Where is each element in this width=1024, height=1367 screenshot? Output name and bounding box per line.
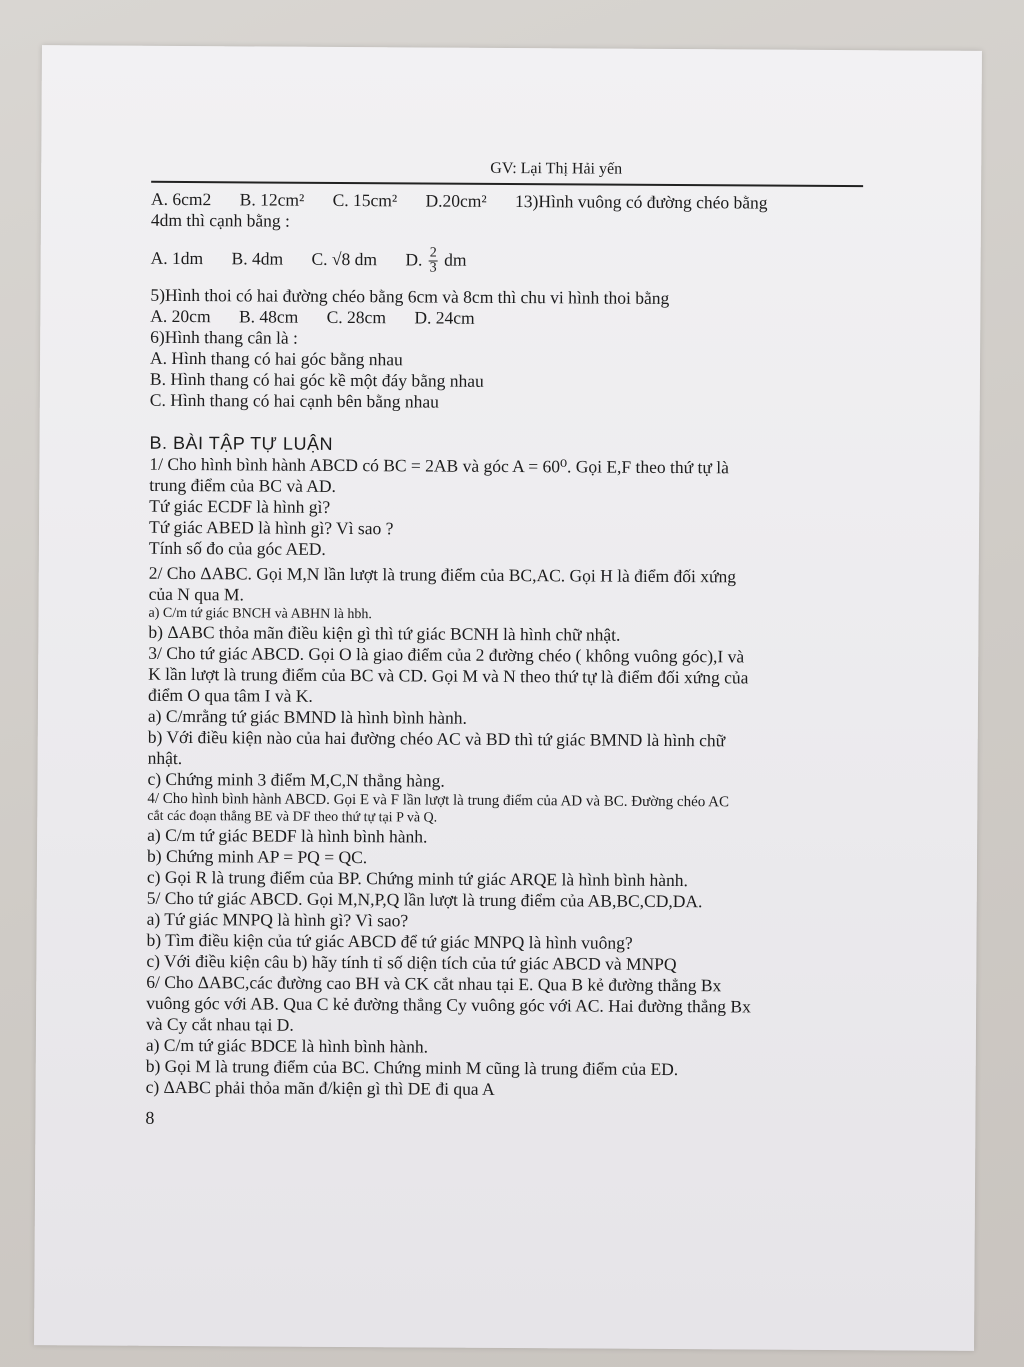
section-b-line: trung điểm của BC và AD. xyxy=(149,474,336,496)
q6-text: 6)Hình thang cân là : xyxy=(150,326,298,348)
q13-text-cont: 4dm thì cạnh bằng : xyxy=(150,209,290,231)
section-b-line: c) Với điều kiện câu b) hãy tính tỉ số diện tích của tứ giác ABCD và MNPQ xyxy=(146,950,677,975)
section-b-line: 3/ Cho tứ giác ABCD. Gọi O là giao điểm của 2 đường chéo ( không vuông góc),I và xyxy=(148,642,745,667)
q5-option-b: B. 48cm xyxy=(238,306,299,327)
page-header: GV: Lại Thị Hải yến xyxy=(490,159,623,178)
q6-option-b: B. Hình thang có hai góc kề một đáy bằng nhau xyxy=(149,368,484,391)
q5-option-c: C. 28cm xyxy=(326,306,387,328)
section-b-line: b) Tìm điều kiện của tứ giác ABCD để tứ giác MNPQ là hình vuông? xyxy=(146,929,633,953)
section-b-line: a) C/m tứ giác BNCH và ABHN là hbh. xyxy=(148,605,372,623)
q13-text: 13)Hình vuông có đường chéo bằng xyxy=(515,191,768,213)
option-a: A. 6cm2 xyxy=(150,188,212,210)
option-c: C. 15cm² xyxy=(332,189,398,211)
section-b-line: của N qua M. xyxy=(148,583,244,605)
fraction-denominator: 3 xyxy=(429,260,437,277)
q13-options xyxy=(151,241,871,279)
section-b-line: vuông góc với AB. Qua C kẻ đường thẳng Cy vuông góc với AC. Hai đường thẳng Bx xyxy=(146,992,751,1017)
q5-option-d: D. 24cm xyxy=(414,307,475,328)
q13-option-d-unit: dm xyxy=(444,249,467,270)
section-b-line: b) Với điều kiện nào của hai đường chéo AC và BD thì tứ giác BMND là hình chữ xyxy=(147,726,726,751)
q6-option-c: C. Hình thang có hai cạnh bên bằng nhau xyxy=(149,389,440,412)
section-b-line: K lần lượt là trung điểm của BC và CD. Gọi M và N theo thứ tự là điểm đối xứng của xyxy=(148,663,749,688)
section-b-line: a) Tứ giác MNPQ là hình gì? Vì sao? xyxy=(146,908,409,931)
q6-option-a: A. Hình thang có hai góc bằng nhau xyxy=(150,347,403,370)
fraction-numerator: 2 xyxy=(429,245,437,262)
section-b-line: 1/ Cho hình bình hành ABCD có BC = 2AB và góc A = 60⁰. Gọi E,F theo thứ tự là xyxy=(149,453,729,478)
section-b-line: a) C/m tứ giác BEDF là hình bình hành. xyxy=(147,824,428,847)
document-content xyxy=(145,156,871,1133)
section-b-line: cắt các đoạn thẳng BE và DF theo thứ tự tại P và Q. xyxy=(147,808,438,826)
section-b-line: 6/ Cho ΔABC,các đường cao BH và CK cắt nhau tại E. Qua B kẻ đường thẳng Bx xyxy=(146,971,722,996)
section-b-line: Tứ giác ECDF là hình gì? xyxy=(149,495,331,517)
fraction xyxy=(429,247,438,276)
paper-sheet xyxy=(34,45,982,1351)
option-b: B. 12cm² xyxy=(239,189,305,210)
section-b-line: b) Gọi M là trung điểm của BC. Chứng minh M cũng là trung điểm của ED. xyxy=(145,1055,679,1080)
section-b-line: 5/ Cho tứ giác ABCD. Gọi M,N,P,Q lần lượt là trung điểm của AB,BC,CD,DA. xyxy=(146,887,703,912)
section-b-line: 2/ Cho ΔABC. Gọi M,N lần lượt là trung điểm của BC,AC. Gọi H là điểm đối xứng xyxy=(148,562,737,587)
section-b-line: Tứ giác ABED là hình gì? Vì sao ? xyxy=(148,516,394,539)
section-b-line: Tính số đo của góc AED. xyxy=(148,537,326,559)
section-b-line: b) ΔABC thỏa mãn điều kiện gì thì tứ giác BCNH là hình chữ nhật. xyxy=(148,621,621,645)
section-b-body xyxy=(146,454,870,1102)
q13-option-b: B. 4dm xyxy=(231,248,284,269)
section-b-line: c) ΔABC phải thỏa mãn đ/kiện gì thì DE đi qua A xyxy=(145,1076,495,1099)
page-number: 8 xyxy=(145,1107,155,1128)
header-rule xyxy=(151,181,863,187)
q5-option-a: A. 20cm xyxy=(150,305,211,327)
section-b-line: c) Chứng minh 3 điểm M,C,N thẳng hàng. xyxy=(147,768,445,791)
section-b-line: b) Chứng minh AP = PQ = QC. xyxy=(146,845,368,868)
section-b-line: a) C/m tứ giác BDCE là hình bình hành. xyxy=(145,1034,429,1057)
section-b-title: B. BÀI TẬP TỰ LUẬN xyxy=(149,432,334,454)
section-b-line: c) Gọi R là trung điểm của BP. Chứng minh tứ giác ARQE là hình bình hành. xyxy=(146,866,688,891)
q13-option-d-prefix: D. xyxy=(405,249,423,270)
q13-option-d xyxy=(405,245,467,277)
section-b-line: và Cy cắt nhau tại D. xyxy=(145,1013,294,1035)
section-b-line: nhật. xyxy=(147,747,183,769)
section-b-line: điểm O qua tâm I và K. xyxy=(147,684,313,706)
section-b-line: a) C/mrằng tứ giác BMND là hình bình hành. xyxy=(147,705,468,728)
option-d: D.20cm² xyxy=(425,190,487,211)
q5-text: 5)Hình thoi có hai đường chéo bằng 6cm và 8cm thì chu vi hình thoi bằng xyxy=(150,284,670,308)
q13-option-c: C. √8 dm xyxy=(311,248,378,270)
section-b-line: 4/ Cho hình bình hành ABCD. Gọi E và F lần lượt là trung điểm của AD và BC. Đường chéo AC xyxy=(147,790,730,811)
q13-option-a: A. 1dm xyxy=(150,247,204,269)
